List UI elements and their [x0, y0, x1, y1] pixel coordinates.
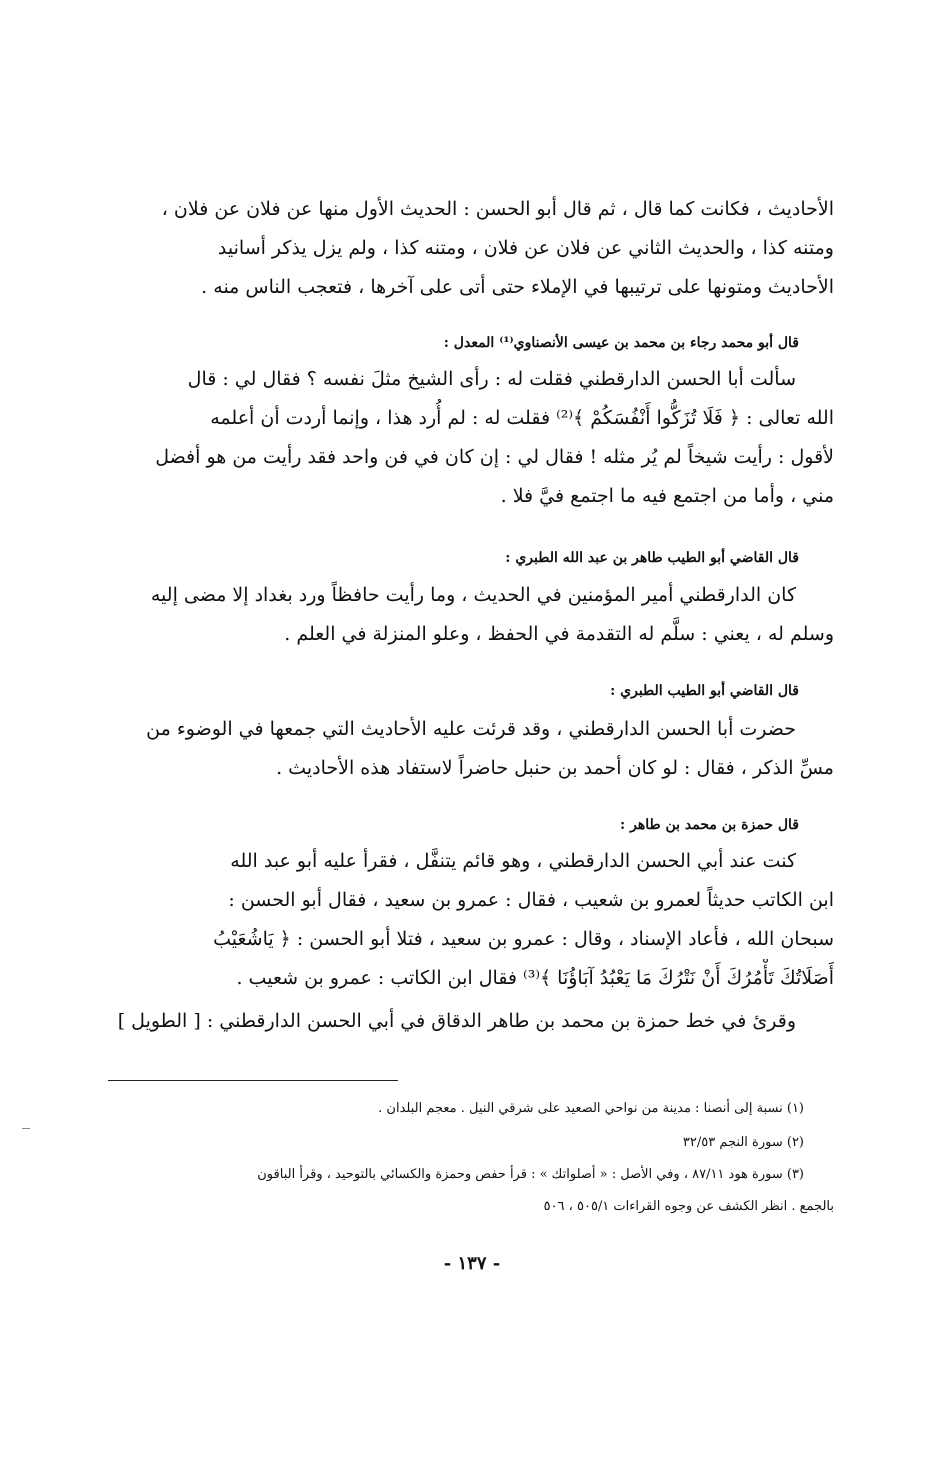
footnote: بالجمع . انظر الكشف عن وجوه القراءات ٥٠٥/١ ، ٥٠٦ — [543, 1199, 834, 1214]
margin-tick — [22, 1128, 30, 1129]
section-paragraph — [114, 842, 834, 998]
text-line: وسلم له ، يعني : سلَّم له التقدمة في الحفظ ، وعلو المنزلة في العلم . — [284, 623, 834, 645]
footnote: (٢) سورة النجم ٣٢/٥٣ — [682, 1135, 804, 1150]
intro-paragraph — [114, 190, 834, 307]
section-heading: قال حمزة بن محمد بن طاهر : — [620, 817, 799, 833]
text-line: أَصَلَاتُكَ تَأْمُرُكَ أَنْ نَتْرُكَ مَا يَعْبُدُ آبَاؤُنَا ﴾⁽³⁾ فقال ابن الكاتب : عمرو بن شعيب . — [236, 967, 834, 989]
text-line: سألت أبا الحسن الدارقطني فقلت له : رأى الشيخ مثلَ نفسه ؟ فقال لي : قال — [187, 368, 796, 390]
text-line: لأقول : رأيت شيخاً لم يُر مثله ! فقال لي : إن كان في فن واحد فقد رأيت من هو أفضل — [155, 446, 834, 468]
text-line: ومتنه كذا ، والحديث الثاني عن فلان عن فلان ، ومتنه كذا ، ولم يزل يذكر أسانيد — [217, 237, 834, 259]
text-line: مسِّ الذكر ، فقال : لو كان أحمد بن حنبل حاضراً لاستفاد هذه الأحاديث . — [276, 757, 834, 779]
section-heading: قال القاضي أبو الطيب طاهر بن عبد الله الطبري : — [505, 550, 799, 566]
footnote-divider — [108, 1080, 398, 1081]
section-paragraph — [114, 360, 834, 516]
section-paragraph — [114, 576, 834, 654]
section-heading: قال القاضي أبو الطيب الطبري : — [610, 683, 799, 699]
text-line: سبحان الله ، فأعاد الإسناد ، وقال : عمرو بن سعيد ، فتلا أبو الحسن : ﴿ يَاشُعَيْبُ — [213, 928, 834, 950]
closing-paragraph — [114, 1002, 834, 1041]
text-line: الأحاديث ، فكانت كما قال ، ثم قال أبو الحسن : الحديث الأول منها عن فلان عن فلان ، — [161, 198, 834, 220]
page-number: - ١٣٧ - — [443, 1253, 501, 1274]
text-line: مني ، وأما من اجتمع فيه ما اجتمع فيَّ فلا . — [500, 485, 834, 507]
section-heading: قال أبو محمد رجاء بن محمد بن عيسى الأنصناوي⁽¹⁾ المعدل : — [443, 335, 799, 351]
footnote: (١) نسبة إلى أنصنا : مدينة من نواحي الصعيد على شرقي النيل . معجم البلدان . — [378, 1101, 804, 1116]
text-line: الله تعالى : ﴿ فَلَا تُزَكُّوا أَنْفُسَكُمْ ﴾⁽²⁾ فقلت له : لم أُرد هذا ، وإنما أردت أن أعلمه — [210, 407, 834, 429]
text-line: كنت عند أبي الحسن الدارقطني ، وهو قائم يتنفَّل ، فقرأ عليه أبو عبد الله — [230, 850, 796, 872]
text-line: وقرئ في خط حمزة بن محمد بن طاهر الدقاق في أبي الحسن الدارقطني : [ الطويل ] — [117, 1010, 796, 1032]
text-line: الأحاديث ومتونها على ترتيبها في الإملاء حتى أتى على آخرها ، فتعجب الناس منه . — [201, 276, 834, 298]
section-paragraph — [114, 710, 834, 788]
footnote: (٣) سورة هود ٨٧/١١ ، وفي الأصل : « أصلواتك » : قرأ حفص وحمزة والكسائي بالتوحيد ، وقرأ الباقون — [257, 1167, 804, 1182]
text-line: كان الدارقطني أمير المؤمنين في الحديث ، وما رأيت حافظاً ورد بغداد إلا مضى إليه — [150, 584, 796, 606]
text-line: ابن الكاتب حديثاً لعمرو بن شعيب ، فقال : عمرو بن سعيد ، فقال أبو الحسن : — [228, 889, 834, 911]
text-line: حضرت أبا الحسن الدارقطني ، وقد قرئت عليه الأحاديث التي جمعها في الوضوء من — [146, 718, 796, 740]
